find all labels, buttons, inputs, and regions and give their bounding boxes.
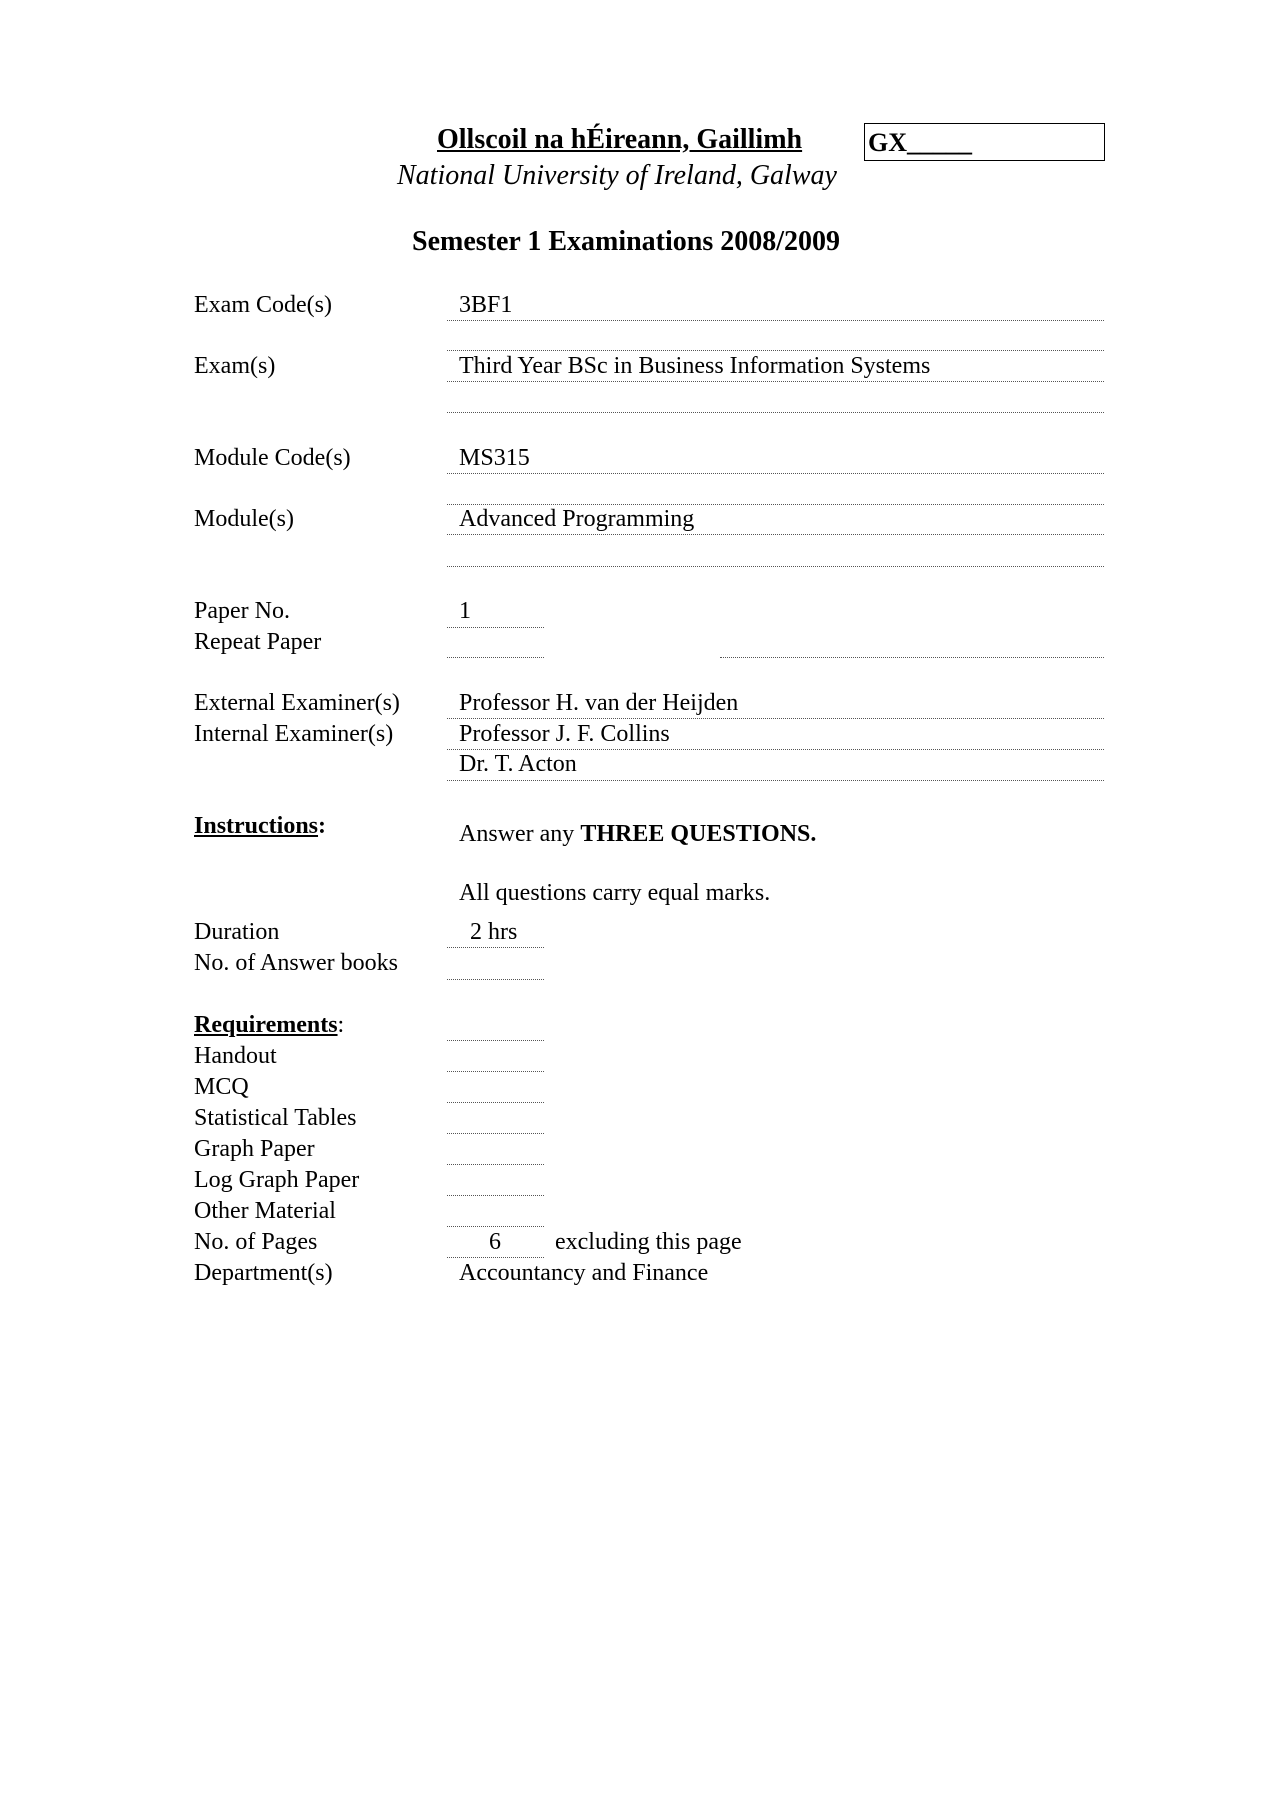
dotted-line — [447, 979, 544, 980]
external-examiner-label: External Examiner(s) — [194, 690, 400, 716]
internal-examiner-value-2: Dr. T. Acton — [459, 751, 577, 777]
dotted-line — [447, 780, 1104, 781]
dotted-line — [447, 350, 1104, 351]
exam-code-box — [864, 123, 1105, 161]
dotted-line — [447, 1133, 544, 1134]
internal-examiner-value-1: Professor J. F. Collins — [459, 721, 670, 747]
instructions-line-1-prefix: Answer any — [459, 821, 581, 847]
department-label: Department(s) — [194, 1260, 333, 1286]
dotted-line — [447, 381, 1104, 382]
dotted-line — [447, 1164, 544, 1165]
instructions-label-colon: : — [318, 813, 327, 839]
requirement-item: Other Material — [194, 1198, 336, 1224]
dotted-line — [447, 1040, 544, 1041]
department-value: Accountancy and Finance — [459, 1260, 709, 1286]
exams-label: Exam(s) — [194, 353, 276, 379]
duration-value: 2 hrs — [470, 919, 518, 945]
requirement-item: Handout — [194, 1043, 277, 1069]
dotted-line — [447, 504, 1104, 505]
dotted-line — [447, 412, 1104, 413]
requirements-label — [194, 1012, 344, 1039]
paper-no-value: 1 — [459, 598, 471, 624]
instructions-label-text: Instructions — [194, 813, 319, 839]
requirements-label-colon: : — [337, 1012, 345, 1038]
dotted-line — [447, 1226, 544, 1227]
duration-label: Duration — [194, 919, 280, 945]
exams-value: Third Year BSc in Business Information Systems — [459, 353, 931, 379]
dotted-line — [720, 657, 1104, 658]
paper-no-label: Paper No. — [194, 598, 290, 624]
pages-value: 6 — [489, 1229, 501, 1255]
dotted-line — [447, 473, 1104, 474]
university-name-english: National University of Ireland, Galway — [397, 160, 837, 191]
internal-examiner-label: Internal Examiner(s) — [194, 721, 394, 747]
answer-books-label: No. of Answer books — [194, 950, 398, 976]
requirement-item: MCQ — [194, 1074, 249, 1100]
university-name-irish: Ollscoil na hÉireann, Gaillimh — [437, 124, 803, 155]
external-examiner-value: Professor H. van der Heijden — [459, 690, 739, 716]
dotted-line — [447, 1257, 544, 1258]
requirement-item: Log Graph Paper — [194, 1167, 360, 1193]
dotted-line — [447, 1071, 544, 1072]
dotted-line — [447, 534, 1104, 535]
semester-title: Semester 1 Examinations 2008/2009 — [412, 226, 841, 257]
instructions-line-1 — [459, 821, 816, 848]
dotted-line — [447, 749, 1104, 750]
dotted-line — [447, 627, 544, 628]
dotted-line — [447, 566, 1104, 567]
dotted-line — [447, 320, 1104, 321]
repeat-paper-label: Repeat Paper — [194, 629, 322, 655]
instructions-label — [194, 813, 326, 840]
dotted-line — [447, 1102, 544, 1103]
requirement-item: Statistical Tables — [194, 1105, 357, 1131]
dotted-line — [447, 1195, 544, 1196]
exam-codes-label: Exam Code(s) — [194, 292, 332, 318]
pages-note: excluding this page — [555, 1229, 742, 1255]
modules-label: Module(s) — [194, 506, 294, 532]
modules-value: Advanced Programming — [459, 506, 695, 532]
dotted-line — [447, 718, 1104, 719]
instructions-line-1-bold: THREE QUESTIONS. — [580, 821, 817, 847]
dotted-line — [447, 657, 544, 658]
pages-label: No. of Pages — [194, 1229, 318, 1255]
dotted-line — [447, 947, 544, 948]
exam-code-box-text: GX_____ — [868, 128, 972, 157]
module-codes-value: MS315 — [459, 445, 530, 471]
instructions-line-2: All questions carry equal marks. — [459, 880, 771, 906]
requirements-label-text: Requirements — [194, 1012, 338, 1038]
module-codes-label: Module Code(s) — [194, 445, 351, 471]
requirement-item: Graph Paper — [194, 1136, 315, 1162]
exam-codes-value: 3BF1 — [459, 292, 513, 318]
